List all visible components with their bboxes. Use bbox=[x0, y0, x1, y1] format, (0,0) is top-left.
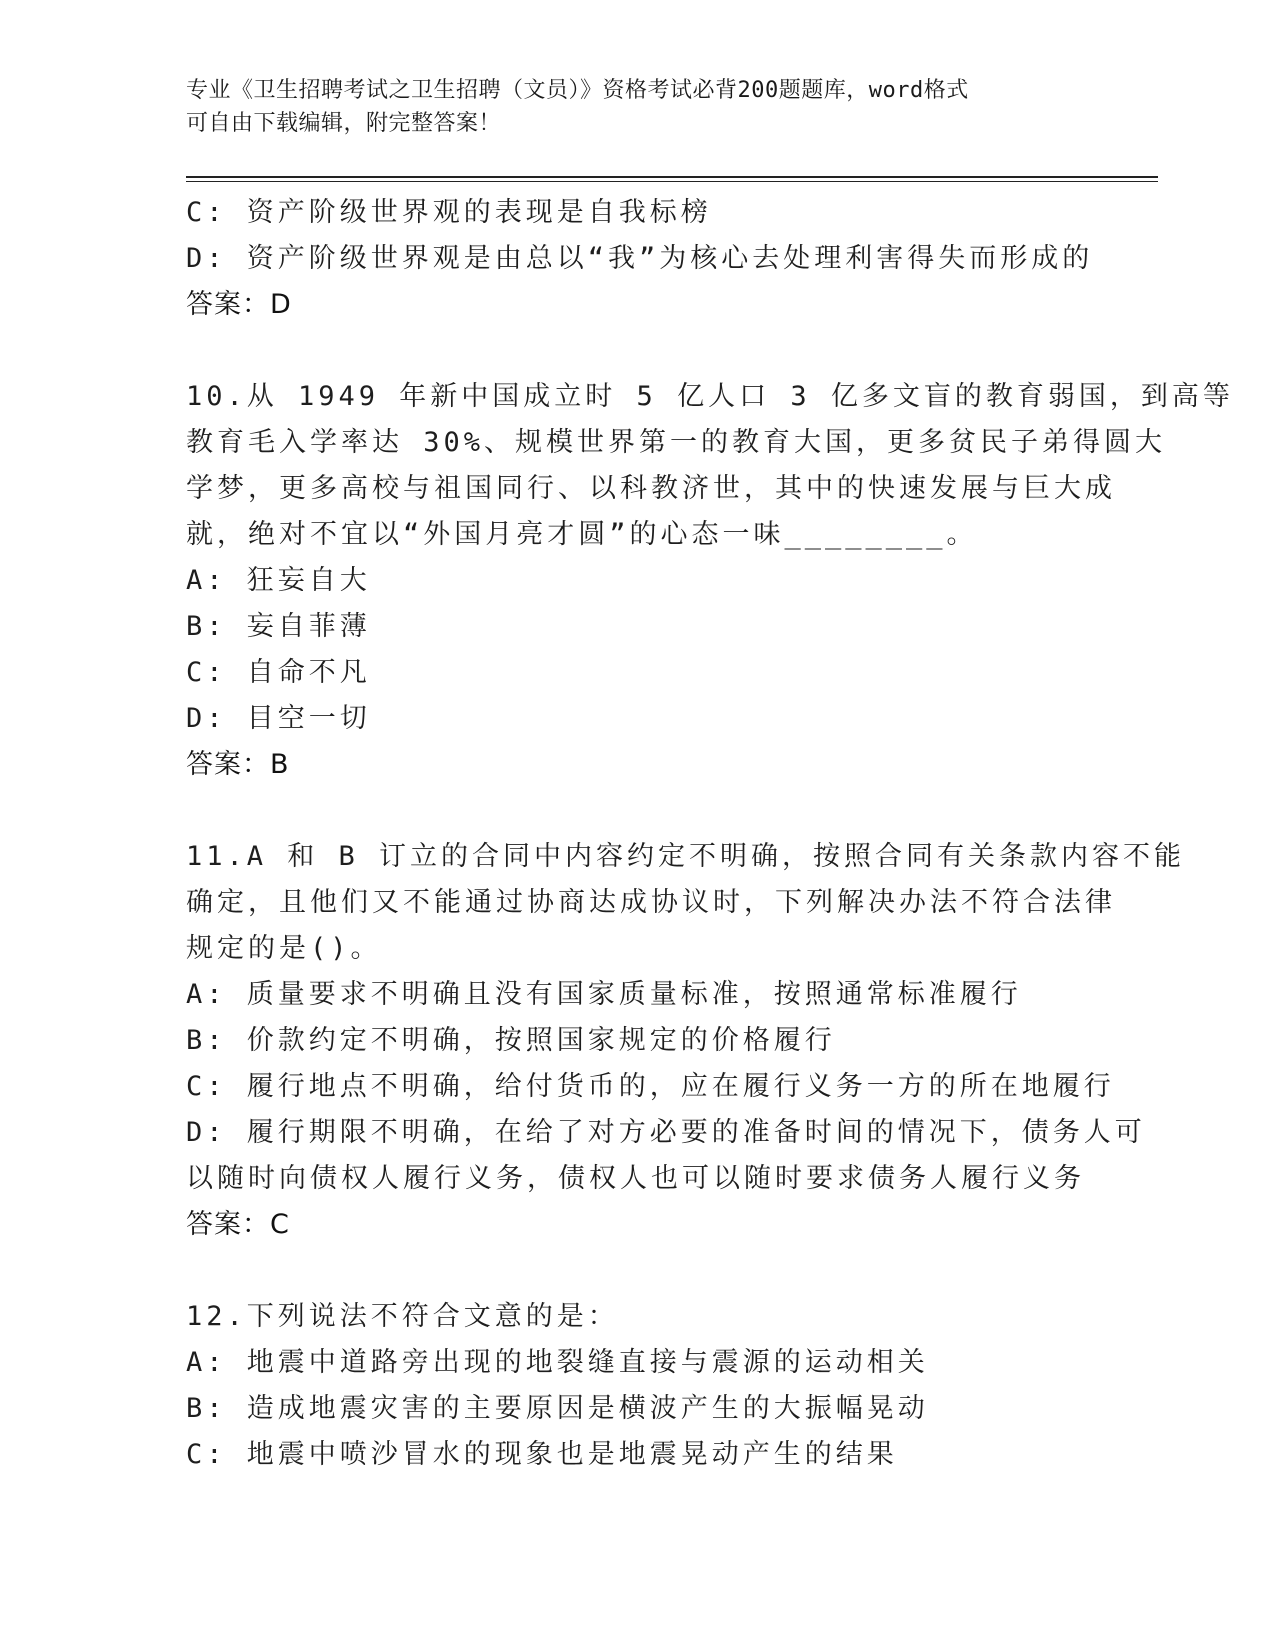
header-divider-thick bbox=[186, 176, 1158, 178]
q11-option-c: C: 履行地点不明确，给付货币的，应在履行义务一方的所在地履行 bbox=[186, 1071, 1115, 1102]
q11-stem-line-1: 11.A 和 B 订立的合同中内容约定不明确，按照合同有关条款内容不能 bbox=[186, 841, 1186, 872]
q10-option-c: C: 自命不凡 bbox=[186, 657, 371, 688]
header-title-line-2: 可自由下载编辑，附完整答案！ bbox=[186, 111, 502, 136]
q10-option-a: A: 狂妄自大 bbox=[186, 565, 371, 596]
question-spacer bbox=[186, 1248, 1086, 1294]
question-12 bbox=[186, 1294, 1086, 1478]
question-spacer bbox=[186, 328, 1086, 374]
q11-answer: 答案：C bbox=[186, 1209, 290, 1240]
q11-stem-line-3: 规定的是()。 bbox=[186, 933, 382, 964]
q10-stem-line-1: 10.从 1949 年新中国成立时 5 亿人口 3 亿多文盲的教育弱国，到高等 bbox=[186, 381, 1234, 412]
q11-stem-line-2: 确定，且他们又不能通过协商达成协议时，下列解决办法不符合法律 bbox=[186, 887, 1116, 918]
q12-option-b: B: 造成地震灾害的主要原因是横波产生的大振幅晃动 bbox=[186, 1393, 929, 1424]
q11-option-b: B: 价款约定不明确，按照国家规定的价格履行 bbox=[186, 1025, 836, 1056]
q10-answer: 答案：B bbox=[186, 749, 290, 780]
question-9 bbox=[186, 190, 1094, 328]
question-spacer bbox=[186, 788, 1086, 834]
q12-stem-line-1: 12.下列说法不符合文意的是： bbox=[186, 1301, 619, 1332]
q12-option-a: A: 地震中道路旁出现的地裂缝直接与震源的运动相关 bbox=[186, 1347, 929, 1378]
header-title-line-1: 专业《卫生招聘考试之卫生招聘（文员）》资格考试必背200题题库，word格式 bbox=[186, 78, 969, 103]
q11-option-d-line-1: D: 履行期限不明确，在给了对方必要的准备时间的情况下，债务人可 bbox=[186, 1117, 1146, 1148]
q11-option-d-line-2: 以随时向债权人履行义务，债权人也可以随时要求债务人履行义务 bbox=[186, 1163, 1085, 1194]
q9-option-c: C: 资产阶级世界观的表现是自我标榜 bbox=[186, 197, 712, 228]
question-10 bbox=[186, 374, 1234, 788]
q12-option-c: C: 地震中喷沙冒水的现象也是地震晃动产生的结果 bbox=[186, 1439, 898, 1470]
header-divider-thin bbox=[186, 181, 1158, 182]
document-header bbox=[186, 74, 1086, 140]
q10-stem-line-2: 教育毛入学率达 30%、规模世界第一的教育大国，更多贫民子弟得圆大 bbox=[186, 427, 1167, 458]
question-11 bbox=[186, 834, 1186, 1248]
q10-option-d: D: 目空一切 bbox=[186, 703, 371, 734]
q10-stem-line-4: 就，绝对不宜以“外国月亮才圆”的心态一味________。 bbox=[186, 519, 978, 550]
question-list bbox=[186, 190, 1234, 1478]
q9-answer: 答案：D bbox=[186, 289, 292, 320]
q10-option-b: B: 妄自菲薄 bbox=[186, 611, 371, 642]
q11-option-a: A: 质量要求不明确且没有国家质量标准，按照通常标准履行 bbox=[186, 979, 1022, 1010]
q10-stem-line-3: 学梦，更多高校与祖国同行、以科教济世，其中的快速发展与巨大成 bbox=[186, 473, 1116, 504]
q9-option-d: D: 资产阶级世界观是由总以“我”为核心去处理利害得失而形成的 bbox=[186, 243, 1094, 274]
